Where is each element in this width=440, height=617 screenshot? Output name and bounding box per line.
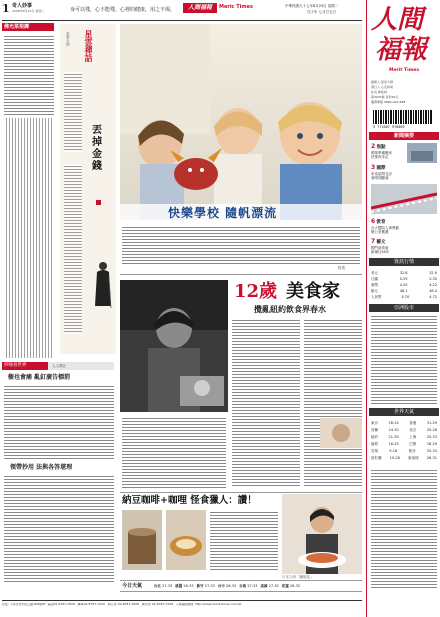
barcode [373, 110, 433, 124]
info-line: 社長 柴松林 [371, 90, 387, 94]
news-item[interactable] [371, 238, 437, 254]
weather-city: 台北 27-33 [154, 584, 173, 588]
market-row: 美元 32.8 32.9 [371, 271, 437, 275]
left-article-2-text [4, 474, 114, 584]
masthead-en: Meric Times [219, 4, 253, 10]
slogan: 身可以殘，心不能殘，心裡的健康，用之不竭。 [70, 7, 176, 13]
stock-header: 亞洲股市 [369, 304, 439, 312]
weather-city: 高雄 27-32 [260, 584, 279, 588]
news-line: 辦公室搬遷 [371, 230, 389, 234]
stock-table [371, 314, 437, 404]
top-story-headline: 快樂學校 隨帆漂流 [168, 206, 278, 220]
page-number: 1 [2, 2, 10, 15]
seal-stamp [96, 200, 101, 205]
left-article-1-text [4, 384, 114, 460]
weather-city: 台南 27-33 [239, 584, 258, 588]
news-num: 2 [371, 143, 376, 150]
date-full: 中華民國九十七年8月25日 星期二 [285, 4, 339, 8]
bottom-story-headline: 納豆咖啡+咖哩 怪食獵人：讚！ [122, 495, 257, 506]
feature-side-photo [320, 418, 362, 448]
market-header: 資訊行情 [369, 258, 439, 266]
header-bar [2, 2, 362, 20]
news-line: 國門演奏會 [371, 245, 389, 250]
feature-subhead: 攪亂紐約飲食界春水 [254, 304, 326, 314]
calligraphy-brush: 丟掉金錢 [89, 124, 101, 172]
bottom-side-caption: 日本九州「鐵炮花」 [282, 575, 314, 579]
news-item[interactable] [371, 218, 437, 234]
feature-text-col2 [304, 318, 362, 488]
market-row: 港幣 4.20 4.22 [371, 283, 437, 287]
calligraphy-text [64, 72, 82, 152]
news-line: 會晤胡錦濤 [371, 176, 389, 180]
info-line: 創辦人 星雲大師 [371, 80, 393, 84]
barcode-number: 9 771607 978009 [373, 125, 405, 129]
feature-text-col0 [122, 416, 226, 488]
right-column [366, 0, 440, 617]
masthead-small: 人間福報 [183, 3, 217, 13]
news-line: 布希訪問北京 [371, 171, 392, 176]
weather-city: 新竹 27-33 [196, 584, 215, 588]
left-article-1-title: 樹也會痛 亂釘廣告標罰 [8, 374, 71, 381]
calligraphy-text-2 [64, 164, 82, 334]
footer-column-tag-bar [2, 362, 114, 370]
news-line: 台大醫院人事異動 [371, 225, 399, 230]
news-category: 焦點 [376, 145, 386, 150]
news-line: 決策尚未定 [371, 155, 389, 159]
world-weather-row: 東京 26-34 香港 31-29 [371, 421, 437, 425]
logo-en: Merit Times [389, 68, 420, 73]
top-story-text [122, 225, 360, 265]
section-divider-2 [120, 492, 362, 493]
world-weather-row: 雪梨 9-18 曼谷 25-34 [371, 449, 437, 453]
date-small: 2008年8月24日 星期二 [12, 9, 45, 13]
publisher-info [371, 80, 405, 105]
world-weather-row: 洛杉磯 19-28 新加坡 26-31 [371, 456, 437, 460]
market-row: 人民幣 4.70 4.72 [371, 295, 437, 299]
news-header: 新聞摘要 [369, 132, 439, 140]
world-weather-table [371, 420, 437, 462]
market-row: 日圓 0.29 0.30 [371, 277, 437, 281]
logo-line1: 人間 [371, 5, 424, 35]
news-item[interactable] [371, 164, 437, 180]
calligraphy-title: 星雲禪話 [84, 30, 94, 62]
bottom-photo-3 [282, 494, 362, 574]
news-thumb-2 [371, 184, 437, 214]
calligraphy-box [60, 24, 116, 354]
info-line: 發行人 心定和尚 [371, 85, 393, 89]
column-text-2 [4, 118, 54, 358]
top-story-photo [120, 24, 362, 220]
feature-headline-num: 12歲 [234, 281, 278, 302]
bottom-photo-2 [166, 510, 206, 570]
weather-city: 花蓮 26-32 [281, 584, 301, 588]
info-line: 服務專線 0800-007-838 [371, 100, 406, 104]
right-misc-text [371, 468, 437, 588]
footer-rule [2, 600, 362, 601]
left-article-2-title: 領帶抄用 法與各答堪理 [10, 464, 73, 471]
section-name: 奇人妙事 [12, 3, 33, 9]
monk-illustration [94, 260, 112, 310]
footer-column-tag: 妙喻看世界 [2, 362, 48, 370]
news-line: 國軍準備搬家 [371, 150, 392, 155]
column-text-1 [4, 34, 54, 116]
lunar-date: 戊子年 七月廿五日 [307, 10, 337, 14]
top-story-credit: 路透 [338, 266, 345, 270]
news-num: 7 [371, 238, 376, 245]
news-category: 教育 [376, 220, 386, 225]
world-weather-row: 首爾 24-30 北京 20-28 [371, 428, 437, 432]
footer-line: 社址：(1)台北市松江路168號6F ‧電話02-8787-7828 ‧ 傳真02-8787-7200 ‧ 發行部 02-8787-7828 ‧ 廣告部 02-8787-7208 ‧ 人間福報網址 http://www.merit-times.com.tw [2, 603, 242, 606]
weather-bar [120, 580, 362, 592]
feature-photo [120, 280, 228, 412]
calligraphy-author: 星雲大師 [66, 32, 71, 46]
world-weather-row: 倫敦 16-25 巴黎 18-29 [371, 442, 437, 446]
news-num: 3 [371, 164, 376, 171]
news-num: 6 [371, 218, 376, 225]
column-tag: 佛光菜根譚 [2, 23, 54, 31]
weather-cities [154, 584, 300, 588]
bottom-story-text [210, 510, 278, 572]
weather-city: 桃園 26-33 [175, 584, 194, 588]
weather-label: 今日天氣 [122, 583, 143, 589]
world-weather-row: 紐約 21-30 上海 25-33 [371, 435, 437, 439]
news-category: 國際 [376, 166, 386, 171]
weather-city: 台中 26-33 [217, 584, 237, 588]
world-weather-header: 世界天氣 [369, 408, 439, 416]
feature-text-col1 [232, 318, 300, 488]
market-row: 歐元 48.1 48.4 [371, 289, 437, 293]
news-line: 新埔仕50年 [371, 250, 390, 254]
section-divider [120, 274, 362, 275]
news-thumb-1 [407, 143, 437, 163]
market-table [371, 270, 437, 300]
news-category: 藝文 [376, 240, 386, 245]
header-rule [2, 20, 362, 21]
info-line: 第3097號 每份10元 [371, 95, 399, 99]
bottom-photo-1 [122, 510, 162, 570]
feature-headline-rest: 美食家 [286, 281, 340, 302]
logo-line2: 福報 [375, 35, 428, 65]
footer-column-tag2: 人人間社 [52, 364, 66, 368]
